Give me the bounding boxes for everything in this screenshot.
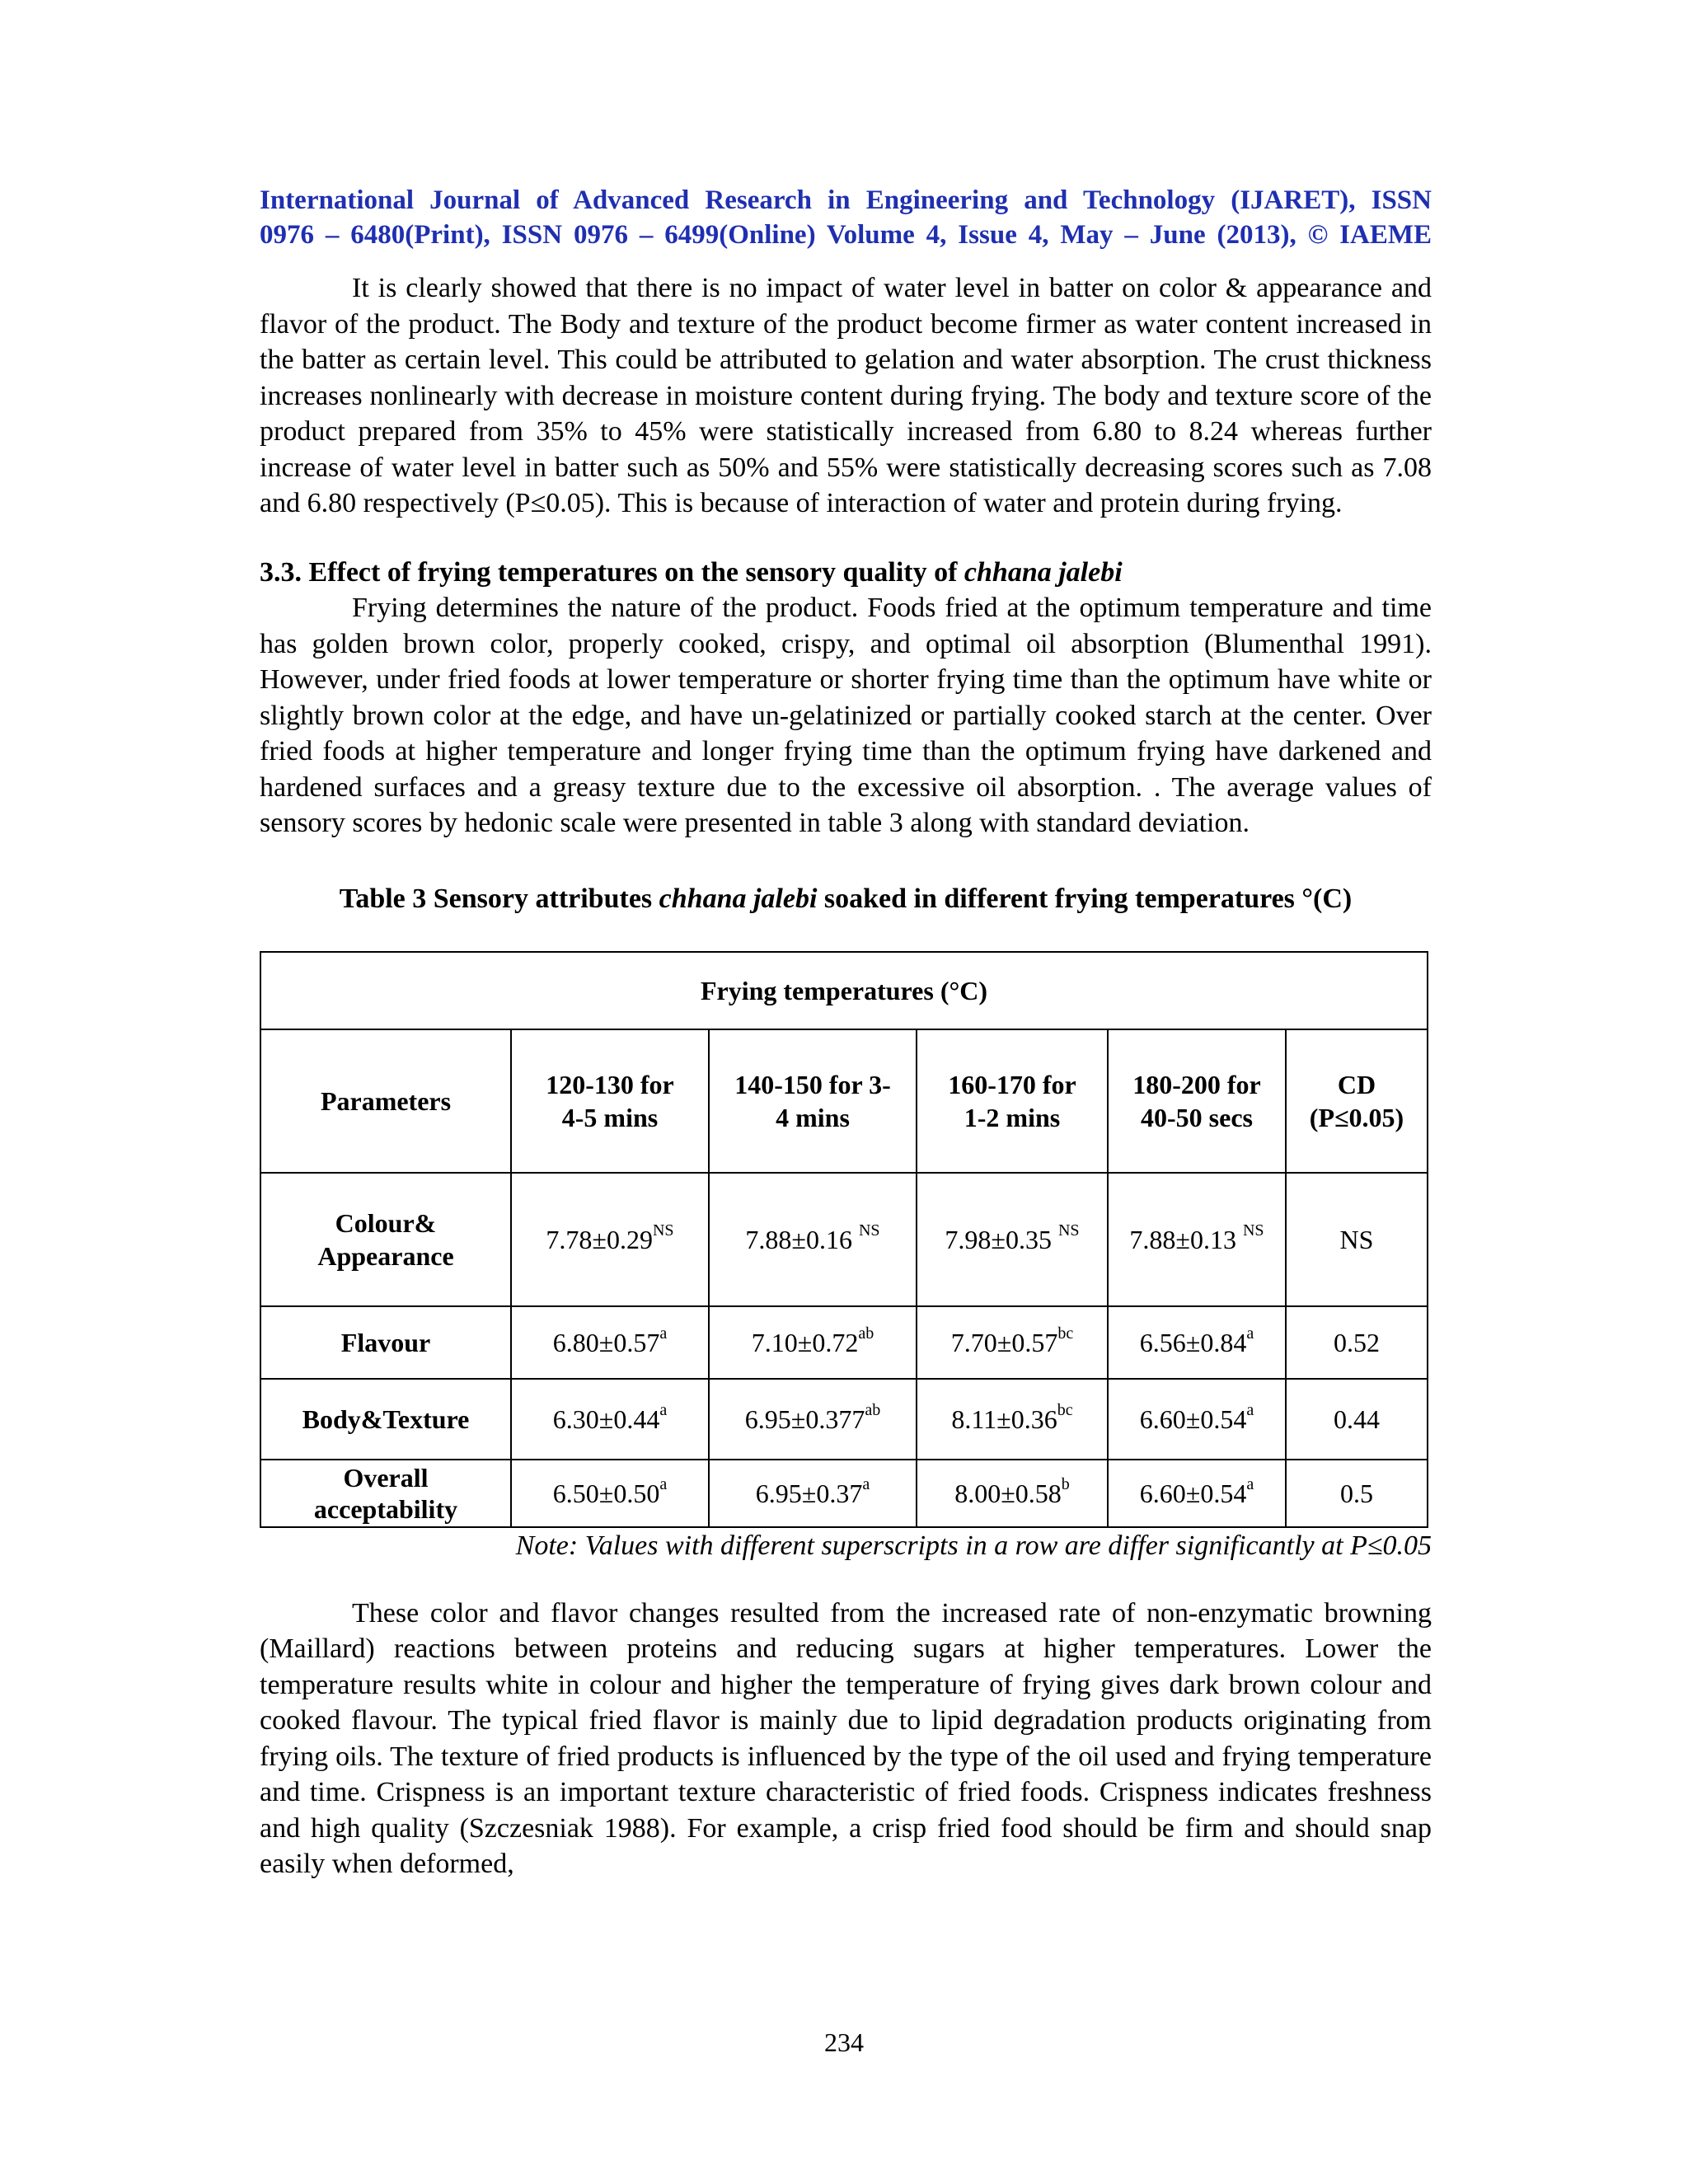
caption-prefix: Table 3 Sensory attributes — [339, 883, 659, 914]
section-heading-italic: chhana jalebi — [964, 556, 1123, 588]
table-cell: 6.95±0.377$^{ab}$ — [709, 1379, 917, 1460]
table-cell: 6.56±0.84$^a$ — [1108, 1306, 1286, 1379]
table-row — [260, 1379, 1428, 1460]
section-heading-text: 3.3. Effect of frying temperatures on the sensory quality of — [260, 556, 964, 588]
table-cell: 6.30±0.44$^a$ — [511, 1379, 709, 1460]
caption-italic: chhana jalebi — [659, 883, 818, 914]
table-cell: $7.78\pm 0.29^{NS}$ — [511, 1173, 709, 1306]
row-param: Body&Texture — [260, 1379, 511, 1460]
table-cell: 7.98±0.35 $^{NS}$ — [917, 1173, 1108, 1306]
table-cell-cd: 0.52 — [1286, 1306, 1428, 1379]
col-header-cd: CD (P≤0.05) — [1286, 1029, 1428, 1173]
journal-header-line2: 0976 – 6480(Print), ISSN 0976 – 6499(Online) Volume 4, Issue 4, May – June (2013), © IAEME — [260, 220, 1432, 250]
table-cell: 8.00±0.58$^b$ — [917, 1460, 1108, 1527]
table-cell: 6.60±0.54$^a$ — [1108, 1379, 1286, 1460]
col-header-parameters: Parameters — [260, 1029, 511, 1173]
section-heading — [260, 555, 1432, 591]
group-header: Frying temperatures (°C) — [260, 952, 1428, 1029]
col-header-120-130: 120-130 for 4-5 mins — [511, 1029, 709, 1173]
paragraph-water-level: It is clearly showed that there is no impact of water level in batter on color & appearance and flavor of the product. The Body and texture of the product become firmer as water content increased in the batter as certain level. This could be attributed to gelation and water absorption. The crust thickness increases nonlinearly with decrease in moisture content during frying. The body and texture score of the product prepared from 35% to 45% were statistically increased from 6.80 to 8.24 whereas further increase of water level in batter such as 50% and 55% were statistically decreasing scores such as 7.08 and 6.80 respectively (P≤0.05). This is because of interaction of water and protein during frying. — [260, 273, 1432, 518]
table-cell-cd: NS — [1286, 1173, 1428, 1306]
journal-header — [260, 183, 1432, 252]
table-row — [260, 1173, 1428, 1306]
page-number: 234 — [824, 2027, 864, 2057]
table-cell: 7.70±0.57$^{bc}$ — [917, 1306, 1108, 1379]
sensory-table — [260, 951, 1428, 1528]
col-header-140-150: 140-150 for 3- 4 mins — [709, 1029, 917, 1173]
table-cell: 6.50±0.50$^a$ — [511, 1460, 709, 1527]
paragraph-maillard: These color and flavor changes resulted from the increased rate of non-enzymatic browning (Maillard) reactions between proteins and reducing sugars at higher temperatures. Lower the temperature results white in colour and higher the temperature of frying gives dark brown colour and cooked flavour. The typical fried flavor is mainly due to lipid degradation products originating from frying oils. The texture of fried products is influenced by the type of the oil used and frying temperature and time. Crispness is an important texture characteristic of fried foods. Crispness indicates freshness and high quality (Szczesniak 1988). For example, a crisp fried food should be firm and should snap easily when deformed, — [260, 1597, 1432, 1879]
paragraph-frying: Frying determines the nature of the product. Foods fried at the optimum temperature and time has golden brown color, properly cooked, crispy, and optimal oil absorption (Blumenthal 1991). However, under fried foods at lower temperature or shorter frying time than the optimum have white or slightly brown color at the edge, and have un-gelatinized or partially cooked starch at the center. Over fried foods at higher temperature and longer frying time than the optimum frying have darkened and hardened surfaces and a greasy texture due to the excessive oil absorption. . The average values of sensory scores by hedonic scale were presented in table 3 along with standard deviation. — [260, 593, 1432, 838]
row-param: Overall acceptability — [260, 1460, 511, 1527]
row-param: Flavour — [260, 1306, 511, 1379]
page-content — [260, 183, 1432, 1882]
table-cell: 6.80±0.57$^a$ — [511, 1306, 709, 1379]
table-cell: 7.88±0.13 $^{NS}$ — [1108, 1173, 1286, 1306]
table-row — [260, 1306, 1428, 1379]
col-header-180-200: 180-200 for 40-50 secs — [1108, 1029, 1286, 1173]
table-row — [260, 1460, 1428, 1527]
table-cell-cd: 0.44 — [1286, 1379, 1428, 1460]
table-caption — [260, 881, 1432, 916]
col-header-160-170: 160-170 for 1-2 mins — [917, 1029, 1108, 1173]
table-cell: 7.88±0.16 $^{NS}$ — [709, 1173, 917, 1306]
journal-header-line1: International Journal of Advanced Research in Engineering and Technology (IJARET), ISSN — [260, 185, 1432, 215]
table-cell: 8.11±0.36$^{bc}$ — [917, 1379, 1108, 1460]
table-note: Note: Values with different superscripts in a row are differ significantly at P≤0.05 — [515, 1530, 1432, 1561]
row-param: Colour& Appearance — [260, 1173, 511, 1306]
table-cell: 6.60±0.54$^a$ — [1108, 1460, 1286, 1527]
caption-suffix: soaked in different frying temperatures °(C) — [817, 883, 1353, 914]
table-cell-cd: 0.5 — [1286, 1460, 1428, 1527]
table-cell: 6.95±0.37$^a$ — [709, 1460, 917, 1527]
table-cell: 7.10±0.72$^{ab}$ — [709, 1306, 917, 1379]
